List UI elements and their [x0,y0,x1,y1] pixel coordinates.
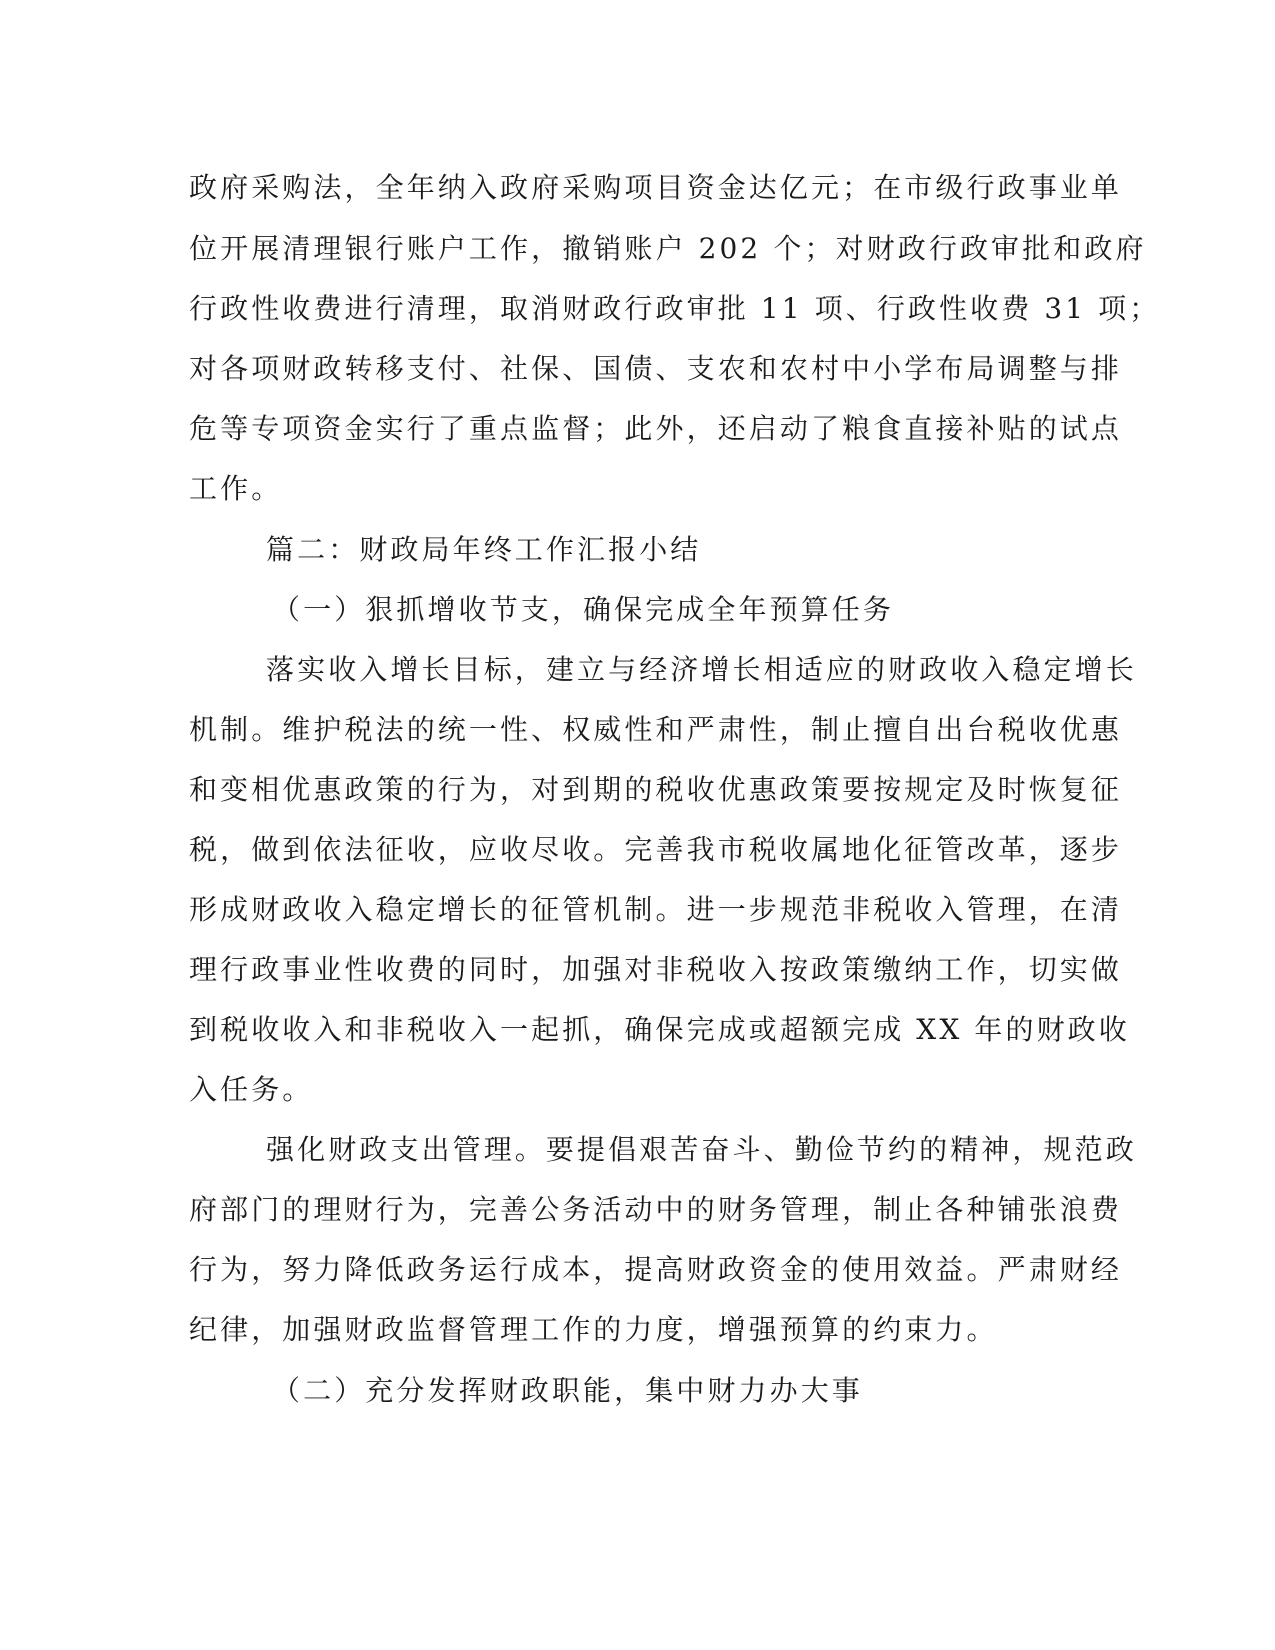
paragraph-line: 机制。维护税法的统一性、权威性和严肃性，制止擅自出台税收优惠 [189,713,1123,746]
subsection-heading: （一）狠抓增收节支，确保完成全年预算任务 [272,593,895,626]
subsection-heading: （二）充分发挥财政职能，集中财力办大事 [272,1374,863,1407]
paragraph-line: 府部门的理财行为，完善公务活动中的财务管理，制止各种铺张浪费 [189,1193,1123,1226]
paragraph-line: 行政性收费进行清理，取消财政行政审批 11 项、行政性收费 31 项； [189,292,1161,325]
paragraph-line: 对各项财政转移支付、社保、国债、支农和农村中小学布局调整与排 [189,352,1123,385]
paragraph-line: 税，做到依法征收，应收尽收。完善我市税收属地化征管改革，逐步 [189,833,1123,866]
paragraph-line: 危等专项资金实行了重点监督；此外，还启动了粮食直接补贴的试点 [189,412,1123,445]
paragraph-line: 政府采购法，全年纳入政府采购项目资金达亿元；在市级行政事业单 [189,171,1123,204]
section-title: 篇二：财政局年终工作汇报小结 [266,533,702,566]
paragraph-line: 入任务。 [189,1073,314,1106]
paragraph-line: 理行政事业性收费的同时，加强对非税收入按政策缴纳工作，切实做 [189,953,1123,986]
paragraph-line: 工作。 [189,472,283,505]
paragraph-line: 形成财政收入稳定增长的征管机制。进一步规范非税收入管理，在清 [189,893,1123,926]
paragraph-line: 纪律，加强财政监督管理工作的力度，增强预算的约束力。 [189,1313,998,1346]
paragraph-line: 位开展清理银行账户工作，撤销账户 202 个；对财政行政审批和政府 [189,232,1147,265]
paragraph-line: 到税收收入和非税收入一起抓，确保完成或超额完成 XX 年的财政收 [189,1013,1130,1046]
paragraph-line: 行为，努力降低政务运行成本，提高财政资金的使用效益。严肃财经 [189,1253,1123,1286]
paragraph-line: 落实收入增长目标，建立与经济增长相适应的财政收入稳定增长 [266,653,1137,686]
paragraph-line: 强化财政支出管理。要提倡艰苦奋斗、勤俭节约的精神，规范政 [266,1133,1137,1166]
paragraph-line: 和变相优惠政策的行为，对到期的税收优惠政策要按规定及时恢复征 [189,773,1123,806]
